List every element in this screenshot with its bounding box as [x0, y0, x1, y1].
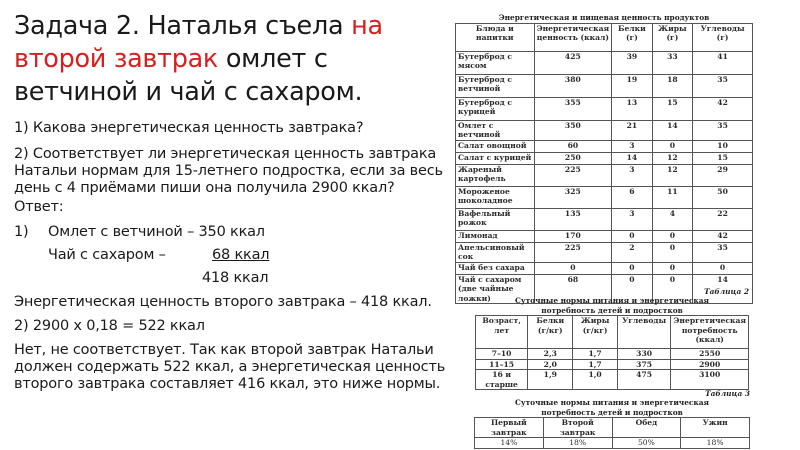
cell: Бутерброд с мясом [456, 51, 535, 74]
cell: Вафельный рожок [456, 208, 535, 230]
cell: 4 [652, 208, 693, 230]
table-row [456, 230, 753, 242]
conclusion-2: Нет, не соответствует. Так как второй завтрак Натальи должен содержать 522 ккал, а энергетическая ценность второго завтрака составляет 416 ккал, это ниже нормы. [14, 342, 446, 392]
cell: 50 [693, 186, 753, 208]
cell: Омлет с ветчиной [456, 120, 535, 140]
cell: 16 и старше [476, 370, 528, 390]
table3-number: Таблица 3 [705, 389, 750, 398]
cell: 11 [652, 186, 693, 208]
cell: 22 [693, 208, 753, 230]
table1-caption: Энергетическая и пищевая ценность продуктов [498, 13, 710, 22]
table-row [456, 164, 753, 186]
table3-header: Второй завтрак [543, 418, 612, 438]
table-row [475, 438, 750, 449]
cell: 3 [612, 140, 652, 152]
cell: Бутерброд с ветчиной [456, 74, 535, 97]
conclusion-1: Энергетическая ценность второго завтрака – 418 ккал. [14, 294, 432, 310]
cell: 13 [612, 97, 652, 120]
cell: 35 [693, 74, 753, 97]
answer1-number: 1) [14, 224, 29, 240]
answer1-line2-item: Чай с сахаром – [48, 247, 166, 263]
cell: 18 [652, 74, 693, 97]
cell: 475 [617, 370, 671, 390]
cell: 2,3 [528, 349, 573, 360]
cell: 3 [612, 164, 652, 186]
cell: 0 [652, 140, 693, 152]
cell: 7–10 [476, 349, 528, 360]
table-row [456, 186, 753, 208]
cell: Салат овощной [456, 140, 535, 152]
cell: Чай без сахара [456, 262, 535, 274]
cell: Жареный картофель [456, 164, 535, 186]
table-row [476, 370, 749, 390]
answer1-line2-value: 68 ккал [212, 247, 270, 263]
title-part2: омлет с ветчиной и чай с сахаром. [14, 44, 363, 107]
cell: 350 [534, 120, 612, 140]
cell: 11–15 [476, 359, 528, 370]
cell: 12 [652, 164, 693, 186]
table1-header: Энергетическая ценность (ккал) [534, 23, 612, 51]
cell: 21 [612, 120, 652, 140]
cell: 2900 [671, 359, 749, 370]
table-row [456, 97, 753, 120]
cell: 0 [612, 274, 652, 304]
table3-header: Обед [612, 418, 681, 438]
cell: 325 [534, 186, 612, 208]
answer-label: Ответ: [14, 199, 64, 215]
cell: 6 [612, 186, 652, 208]
answer1-total: 418 ккал [202, 270, 269, 286]
title-highlight: на второй завтрак [14, 11, 383, 74]
title-part1: Задача 2. Наталья съела [14, 11, 352, 41]
cell: Лимонад [456, 230, 535, 242]
cell: 14 [652, 120, 693, 140]
cell: 355 [534, 97, 612, 120]
cell: Апельсиновый сок [456, 242, 535, 262]
cell: 170 [534, 230, 612, 242]
table2-header: Белки (г/кг) [528, 316, 573, 349]
cell: 250 [534, 152, 612, 164]
cell: 380 [534, 74, 612, 97]
cell: Мороженое шоколадное [456, 186, 535, 208]
cell: 0 [652, 230, 693, 242]
cell: 33 [652, 51, 693, 74]
cell: 425 [534, 51, 612, 74]
cell: 2550 [671, 349, 749, 360]
table1-header: Блюда и напитки [456, 23, 535, 51]
table1-header: Жиры (г) [652, 23, 693, 51]
answer2-calc: 2) 2900 х 0,18 = 522 ккал [14, 318, 205, 334]
cell: 1,9 [528, 370, 573, 390]
cell: 0 [652, 262, 693, 274]
cell: 29 [693, 164, 753, 186]
cell: 50% [612, 438, 681, 449]
table-row [476, 359, 749, 370]
table-row [456, 208, 753, 230]
table-row [456, 51, 753, 74]
table2-header: Энергетическая потребность (ккал) [671, 316, 749, 349]
table2-header: Возраст, лет [476, 316, 528, 349]
answer1-line1: Омлет с ветчиной – 350 ккал [48, 224, 265, 240]
cell: 3100 [671, 370, 749, 390]
cell: 0 [652, 274, 693, 304]
table2-number: Таблица 2 [704, 287, 749, 296]
cell: 10 [693, 140, 753, 152]
table-row [456, 120, 753, 140]
table2 [475, 315, 749, 390]
table-daily-norms [475, 287, 749, 390]
table1 [455, 23, 753, 305]
cell: 330 [617, 349, 671, 360]
cell: 12 [652, 152, 693, 164]
cell: 0 [652, 242, 693, 262]
cell: 35 [693, 242, 753, 262]
cell: Салат с курицей [456, 152, 535, 164]
table2-header: Углеводы [617, 316, 671, 349]
cell: 375 [617, 359, 671, 370]
cell: 41 [693, 51, 753, 74]
table-row [456, 242, 753, 262]
cell: 225 [534, 164, 612, 186]
cell: 135 [534, 208, 612, 230]
question-2: 2) Соответствует ли энергетическая ценность завтрака Натальи нормам для 15-летнего подростка, если за весь день с 4 приёмами пиши она получила 2900 ккал? [14, 146, 443, 196]
table-row [456, 140, 753, 152]
table-row [456, 262, 753, 274]
cell: 15 [693, 152, 753, 164]
table-energy-values [455, 13, 753, 304]
cell: 42 [693, 97, 753, 120]
cell: 2,0 [528, 359, 573, 370]
table-meal-distribution [474, 389, 750, 449]
cell: 68 [534, 274, 612, 304]
cell: 60 [534, 140, 612, 152]
table3-caption: Суточные нормы питания и энергетическая потребность детей и подростков [514, 398, 710, 417]
table2-header: Жиры (г/кг) [573, 316, 618, 349]
cell: Чай с сахаром (две чайные ложки) [456, 274, 535, 304]
cell: Бутерброд с курицей [456, 97, 535, 120]
cell: 1,7 [573, 359, 618, 370]
cell: 39 [612, 51, 652, 74]
cell: 14% [475, 438, 544, 449]
cell: 0 [534, 262, 612, 274]
cell: 0 [693, 262, 753, 274]
table-row [456, 152, 753, 164]
table3-header: Ужин [681, 418, 750, 438]
table1-header: Углеводы (г) [693, 23, 753, 51]
table-row [476, 349, 749, 360]
cell: 3 [612, 208, 652, 230]
table3 [474, 417, 750, 449]
cell: 18% [681, 438, 750, 449]
cell: 2 [612, 242, 652, 262]
question-1: 1) Какова энергетическая ценность завтрака? [14, 120, 364, 136]
cell: 35 [693, 120, 753, 140]
cell: 0 [612, 262, 652, 274]
cell: 14 [612, 152, 652, 164]
table-row [456, 74, 753, 97]
table1-header: Белки (г) [612, 23, 652, 51]
cell: 42 [693, 230, 753, 242]
table2-caption: Суточные нормы питания и энергетическая потребность детей и подростков [514, 296, 710, 315]
cell: 19 [612, 74, 652, 97]
cell: 0 [612, 230, 652, 242]
cell: 18% [543, 438, 612, 449]
cell: 225 [534, 242, 612, 262]
table3-header: Первый завтрак [475, 418, 544, 438]
cell: 14 [693, 274, 753, 304]
cell: 15 [652, 97, 693, 120]
cell: 1,7 [573, 349, 618, 360]
slide-title [14, 10, 444, 109]
cell: 1,0 [573, 370, 618, 390]
